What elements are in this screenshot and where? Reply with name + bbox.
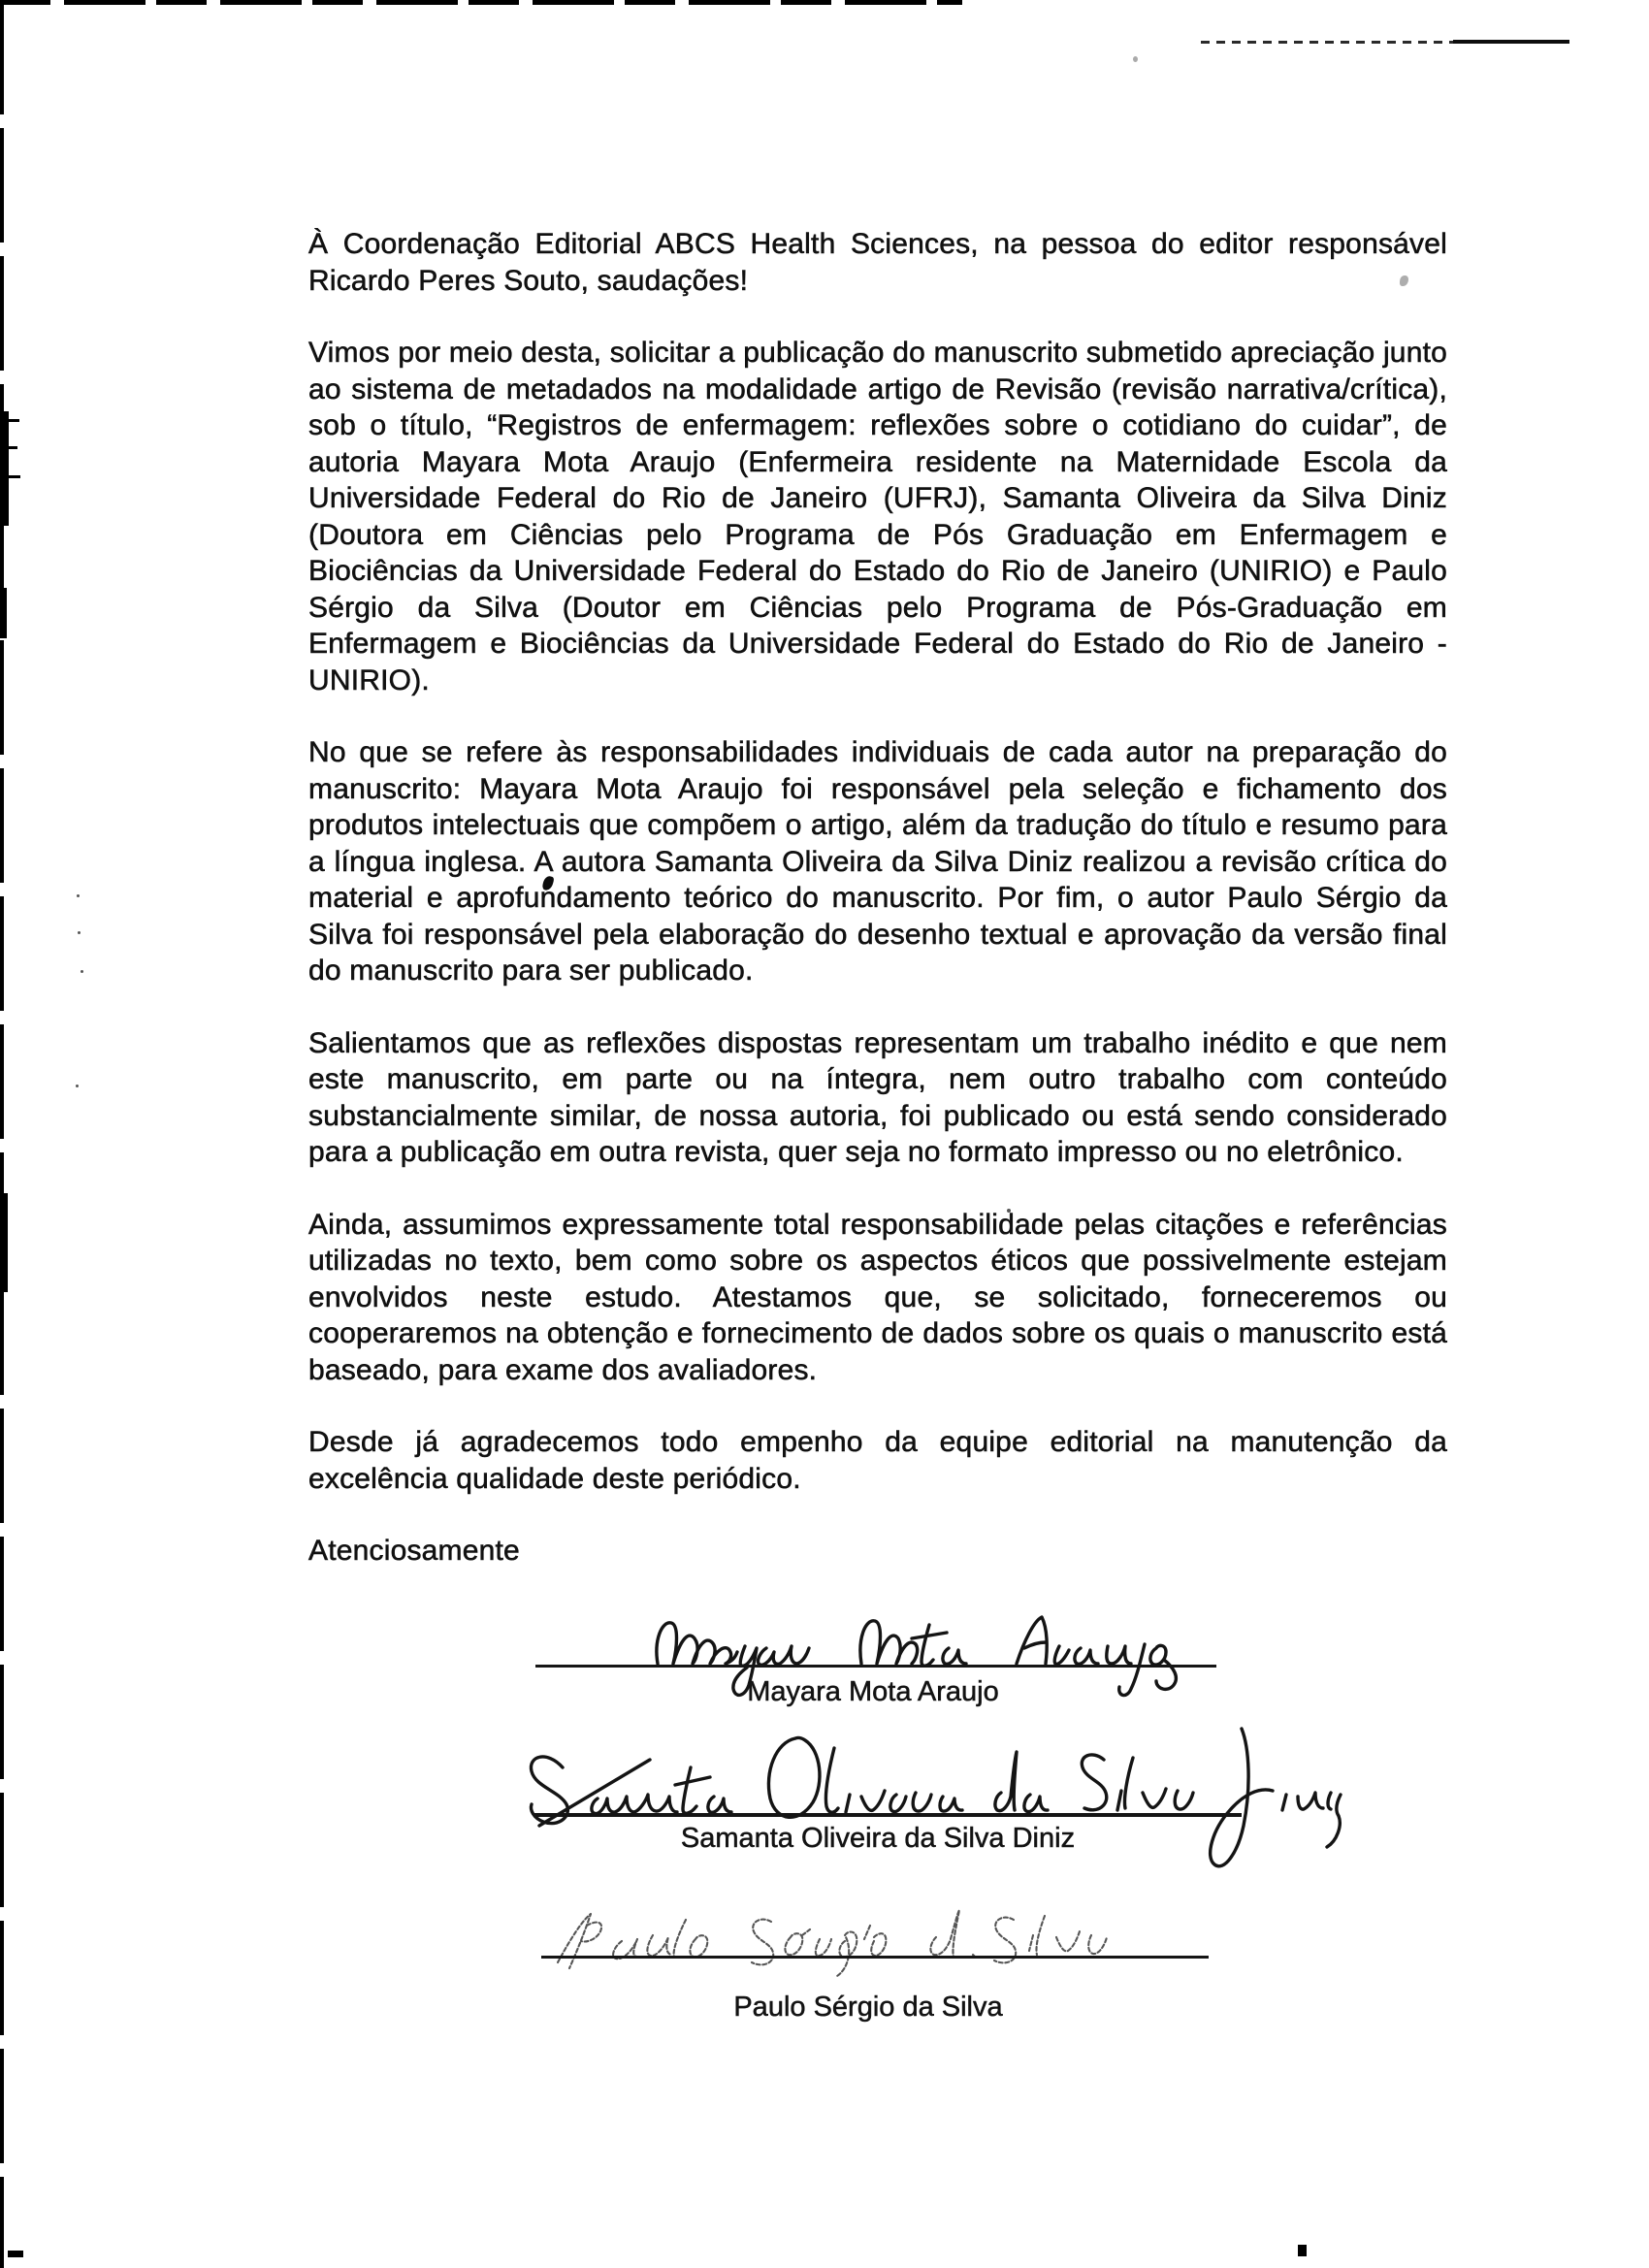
scan-artifact-dot xyxy=(76,1085,79,1087)
salutation: À Coordenação Editorial ABCS Health Sciences, na pessoa do editor responsável Ricardo Peres Souto, saudações! xyxy=(308,228,1447,297)
scan-artifact-blob xyxy=(0,411,9,526)
signature-line xyxy=(534,1813,1242,1817)
scan-artifact-dot xyxy=(1133,56,1138,62)
handwritten-signature-paulo xyxy=(529,1887,1217,1979)
scan-artifact-speck xyxy=(8,2251,23,2257)
scan-artifact-tick xyxy=(5,419,19,422)
scan-artifact-dashed-line-solid-end xyxy=(1453,40,1569,44)
scan-artifact-tick xyxy=(5,446,17,449)
signature-line xyxy=(541,1956,1209,1959)
signature-line xyxy=(535,1665,1216,1668)
closing-salutation: Atenciosamente xyxy=(308,1535,520,1567)
scan-artifact-dot xyxy=(78,931,81,934)
scan-artifact-blob xyxy=(0,588,7,638)
paragraph-ethics: Ainda, assumimos expressamente total responsabilidade pelas citações e referências utilizadas no texto, bem como sobre os aspectos éticos que possivelmente estejam envolvidos neste estudo. Atestamos que, se solicitado, forneceremos ou cooperaremos na obtenção e fornecimento de dados sobre os quais o manuscrito está baseado, para exame dos avaliadores. xyxy=(308,1208,1447,1386)
letter-body xyxy=(308,226,1447,1605)
paragraph-thanks: Desde já agradecemos todo empenho da equipe editorial na manutenção da excelência qualidade deste periódico. xyxy=(308,1426,1447,1495)
signature-name-label: Samanta Oliveira da Silva Diniz xyxy=(680,1823,1076,1854)
signature-name-label: Mayara Mota Araujo xyxy=(747,1676,999,1707)
handwritten-signature-samanta xyxy=(504,1709,1348,1903)
scan-artifact-tick xyxy=(5,475,20,478)
paragraph-request: Vimos por meio desta, solicitar a publicação do manuscrito submetido apreciação junto ao sistema de metadados na modalidade artigo de Revisão (revisão narrativa/crítica), sob o título, “Registros de enfermagem: reflexões sobre o cotidiano do cuidar”, de autoria Mayara Mota Araujo (Enfermeira residente na Maternidade Escola da Universidade Federal do Rio de Janeiro (UFRJ), Samanta Oliveira da Silva Diniz (Doutora em Ciências pelo Programa de Pós Graduação em Enfermagem e Biociências da Universidade Federal do Estado do Rio de Janeiro (UNIRIO) e Paulo Sérgio da Silva (Doutor em Ciências pelo Programa de Pós-Graduação em Enfermagem e Biociências da Universidade Federal do Estado do Rio de Janeiro - UNIRIO). xyxy=(308,337,1447,697)
scan-artifact-dot xyxy=(77,894,80,897)
scan-artifact-left-edge xyxy=(0,0,4,2268)
scan-artifact-speck xyxy=(1298,2245,1307,2256)
scan-artifact-dot xyxy=(81,970,83,973)
scan-artifact-top-edge xyxy=(0,0,962,5)
signature-name-label: Paulo Sérgio da Silva xyxy=(733,1992,1003,2023)
paragraph-originality: Salientamos que as reflexões dispostas representam um trabalho inédito e que nem este manuscrito, em parte ou na íntegra, nem outro trabalho com conteúdo substancialmente similar, de nossa autoria, foi publicado ou está sendo considerado para a publicação em outra revista, quer seja no formato impresso ou no eletrônico. xyxy=(308,1026,1447,1168)
scan-artifact-blob xyxy=(0,1193,8,1292)
paragraph-responsibilities: No que se refere às responsabilidades individuais de cada autor na preparação do manuscrito: Mayara Mota Araujo foi responsável pela seleção e fichamento dos produtos intelectuais que compõem o artigo, além da tradução do título e resumo para a língua inglesa. A autora Samanta Oliveira da Silva Diniz realizou a revisão crítica do material e aprofundamento teórico do manuscrito. Por fim, o autor Paulo Sérgio da Silva foi responsável pela elaboração do desenho textual e aprovação da versão final do manuscrito para ser publicado. xyxy=(308,736,1447,987)
